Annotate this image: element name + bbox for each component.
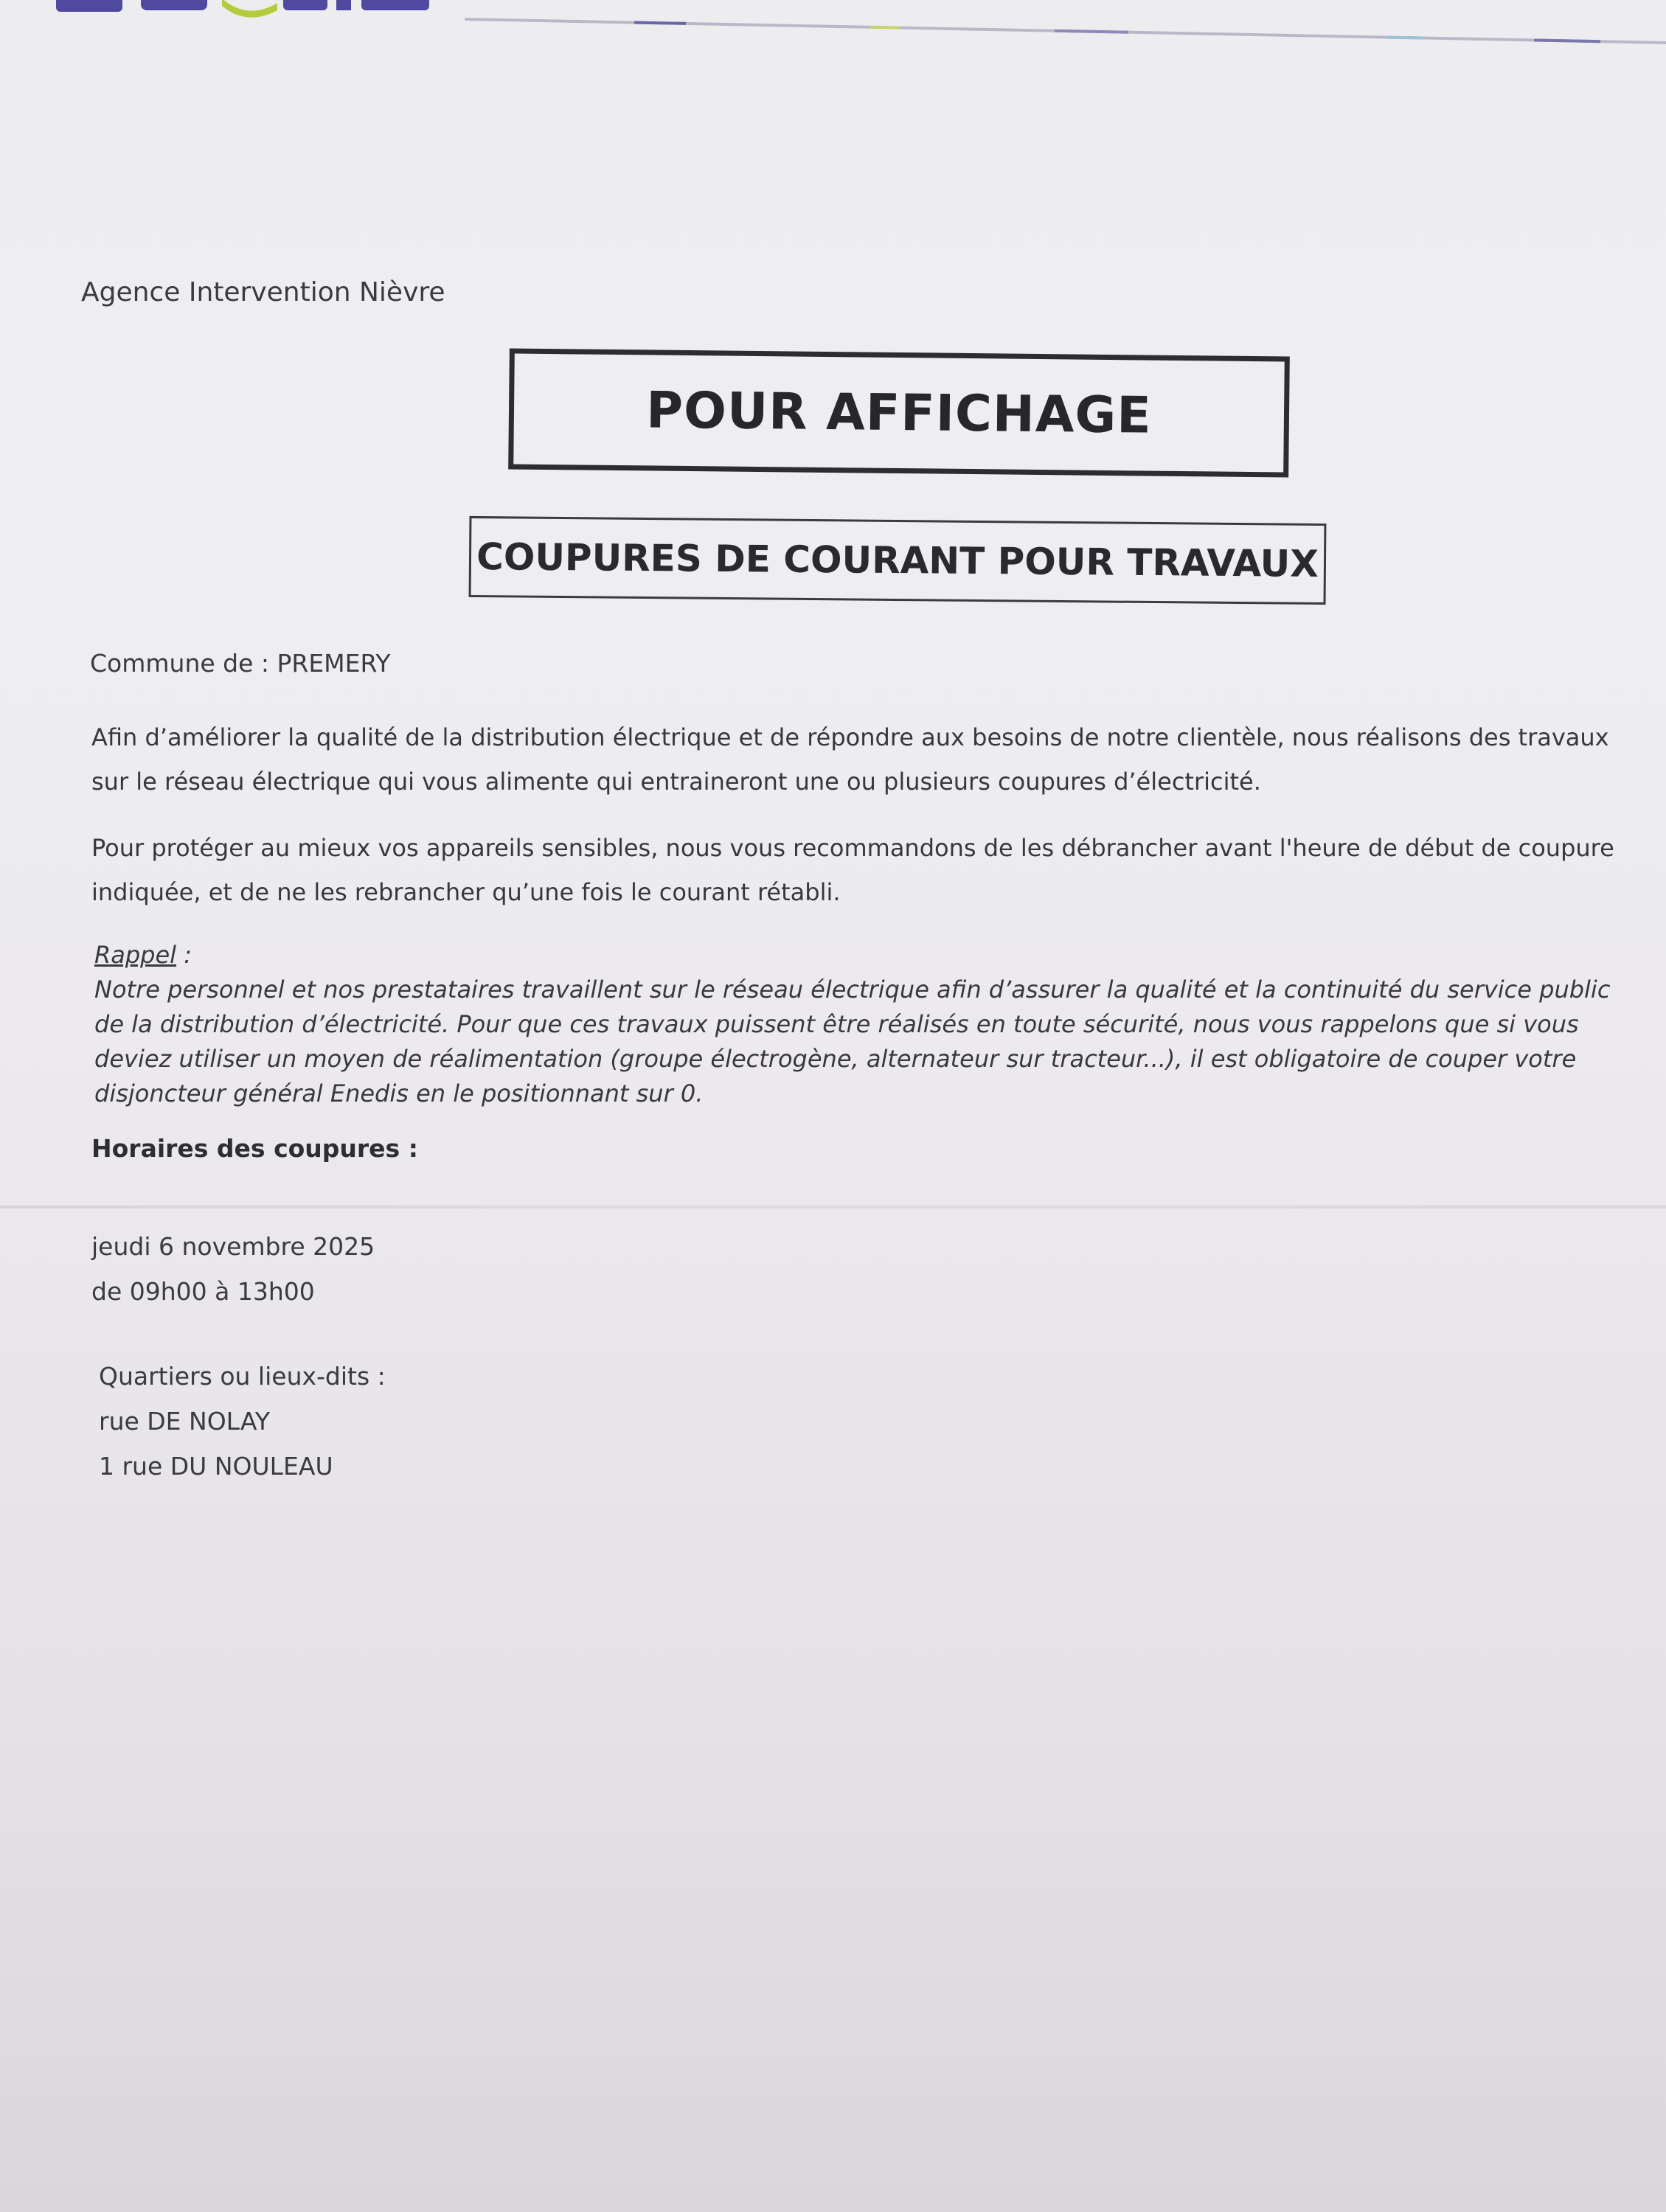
locations-heading: Quartiers ou lieux-dits : <box>99 1362 386 1391</box>
location-item: rue DE NOLAY <box>99 1407 270 1436</box>
header-rule-line <box>465 13 1666 46</box>
display-notice-title: POUR AFFICHAGE <box>645 380 1153 445</box>
schedule-details <box>91 1224 375 1314</box>
location-item: 1 rue DU NOULEAU <box>99 1452 333 1481</box>
agency-name: Agence Intervention Nièvre <box>81 277 445 307</box>
notice-subject-title: COUPURES DE COURANT POUR TRAVAUX <box>476 535 1319 585</box>
reminder-colon: : <box>176 941 192 969</box>
advice-paragraph: Pour protéger au mieux vos appareils sensibles, nous vous recommandons de les débrancher avant l'heure de début de coupure indiquée, et de ne les rebrancher qu’une fois le courant rétabli. <box>91 834 1614 906</box>
reminder-section <box>94 938 1636 1111</box>
commune-line: Commune de : PREMERY <box>90 649 391 678</box>
paper-fold-line <box>0 1206 1666 1208</box>
locations-section <box>99 1354 386 1489</box>
intro-paragraph: Afin d’améliorer la qualité de la distribution électrique et de répondre aux besoins de notre clientèle, nous réalisons des travaux sur le réseau électrique qui vous alimente qui entraineront une ou plusieurs coupures d’électricité. <box>91 723 1609 796</box>
outage-time: de 09h00 à 13h00 <box>91 1277 315 1306</box>
reminder-heading <box>94 938 1636 973</box>
enedis-logo <box>56 0 440 25</box>
reminder-title: Rappel <box>94 941 177 969</box>
reminder-text: Notre personnel et nos prestataires travaillent sur le réseau électrique afin d’assurer la qualité et la continuité du service public de la distribution d’électricité. Pour que ces travaux puissent être réalisés en toute sécurité, nous vous rappelons que si vous deviez utiliser un moyen de réalimentation (groupe électrogène, alternateur sur tracteur...), il est obligatoire de couper votre disjoncteur général Enedis en le positionnant sur 0. <box>94 975 1611 1107</box>
outage-date: jeudi 6 novembre 2025 <box>91 1232 375 1261</box>
display-notice-box <box>508 348 1290 477</box>
notice-subject-box <box>469 516 1327 605</box>
schedule-heading: Horaires des coupures : <box>91 1134 418 1163</box>
